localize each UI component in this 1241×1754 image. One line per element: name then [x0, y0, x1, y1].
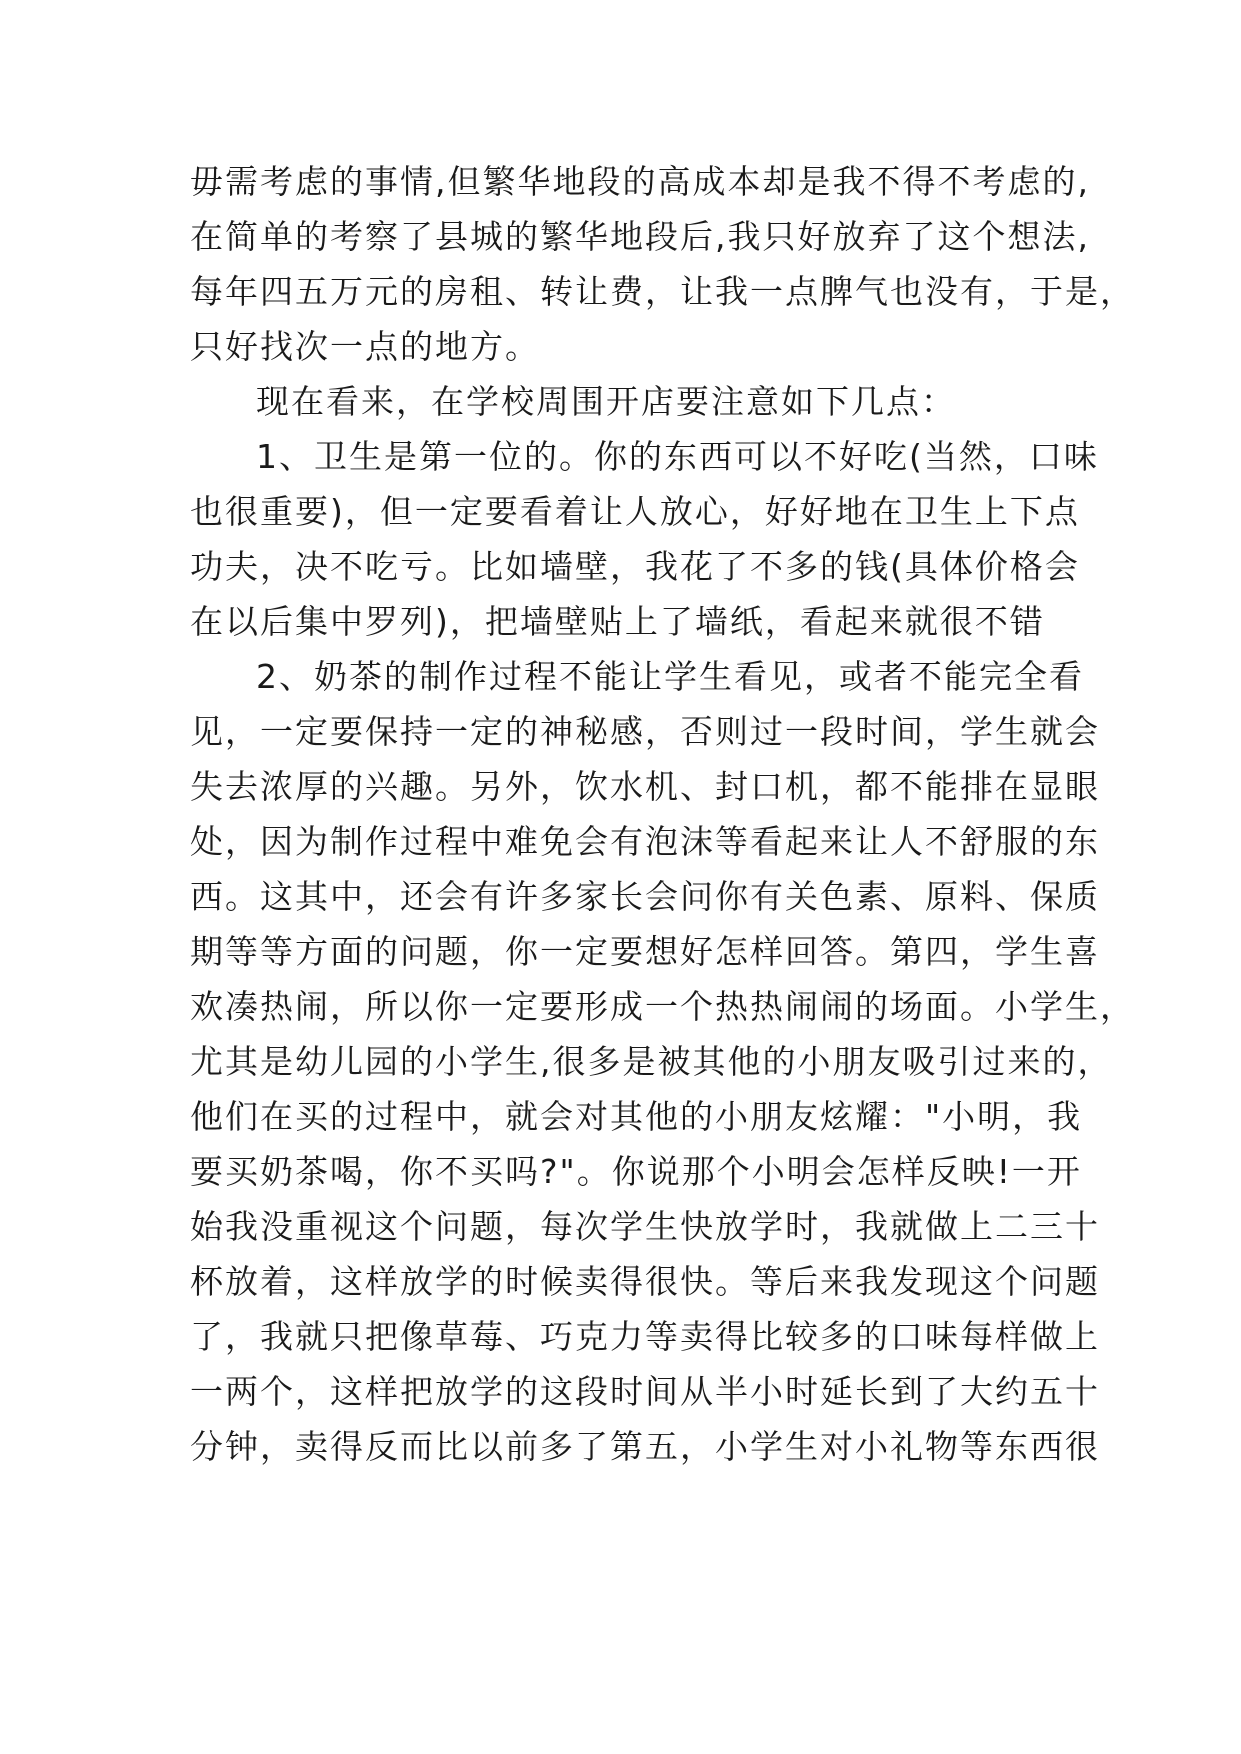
list-item-2-first-line: 2、奶茶的制作过程不能让学生看见，或者不能完全看	[256, 657, 1084, 696]
text-line: 在以后集中罗列)，把墙壁贴上了墙纸，看起来就很不错	[190, 602, 1045, 641]
text-line: 要买奶茶喝，你不买吗?"。你说那个小明会怎样反映!一开	[190, 1152, 1082, 1191]
text-line: 一两个，这样把放学的这段时间从半小时延长到了大约五十	[190, 1372, 1100, 1411]
text-line: 见，一定要保持一定的神秘感，否则过一段时间，学生就会	[190, 712, 1100, 751]
text-line: 他们在买的过程中，就会对其他的小朋友炫耀："小明，我	[190, 1097, 1083, 1136]
text-line: 始我没重视这个问题，每次学生快放学时，我就做上二三十	[190, 1207, 1100, 1246]
text-line: 期等等方面的问题，你一定要想好怎样回答。第四，学生喜	[190, 932, 1100, 971]
text-line: 在简单的考察了县城的繁华地段后,我只好放弃了这个想法,	[190, 217, 1090, 256]
text-line: 处，因为制作过程中难免会有泡沫等看起来让人不舒服的东	[190, 822, 1100, 861]
text-line: 毋需考虑的事情,但繁华地段的高成本却是我不得不考虑的,	[190, 162, 1090, 201]
text-line: 杯放着，这样放学的时候卖得很快。等后来我发现这个问题	[190, 1262, 1100, 1301]
list-item-1-first-line: 1、卫生是第一位的。你的东西可以不好吃(当然，口味	[256, 437, 1099, 476]
text-line: 西。这其中，还会有许多家长会问你有关色素、原料、保质	[190, 877, 1100, 916]
text-line: 尤其是幼儿园的小学生,很多是被其他的小朋友吸引过来的，	[190, 1042, 1113, 1081]
text-line: 失去浓厚的兴趣。另外，饮水机、封口机，都不能排在显眼	[190, 767, 1100, 806]
text-line: 了，我就只把像草莓、巧克力等卖得比较多的口味每样做上	[190, 1317, 1100, 1356]
text-line: 每年四五万元的房租、转让费，让我一点脾气也没有，于是，	[190, 272, 1135, 311]
body-text	[190, 154, 1135, 1474]
text-line: 只好找次一点的地方。	[190, 327, 540, 366]
text-line: 欢凑热闹，所以你一定要形成一个热热闹闹的场面。小学生，	[190, 987, 1135, 1026]
text-line: 也很重要)，但一定要看着让人放心，好好地在卫生上下点	[190, 492, 1080, 531]
text-line: 功夫，决不吃亏。比如墙壁，我花了不多的钱(具体价格会	[190, 547, 1080, 586]
text-line: 分钟，卖得反而比以前多了第五，小学生对小礼物等东西很	[190, 1427, 1100, 1466]
paragraph-first-line: 现在看来，在学校周围开店要注意如下几点：	[256, 382, 956, 421]
